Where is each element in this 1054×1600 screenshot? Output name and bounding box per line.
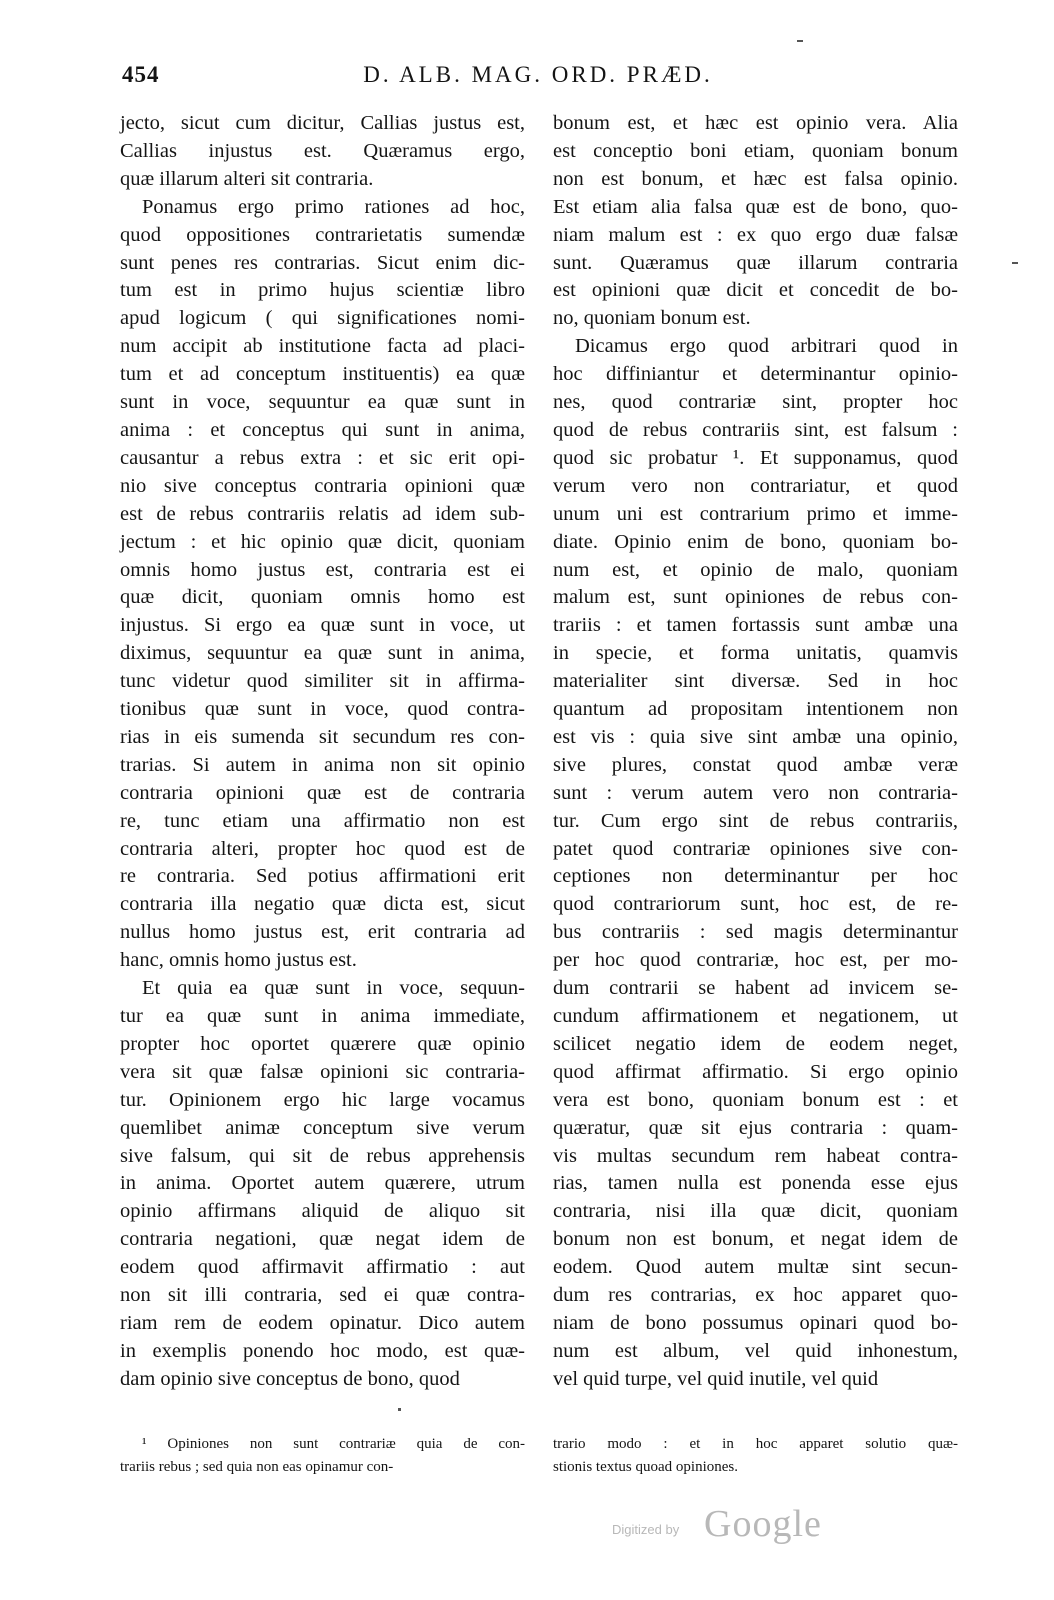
text-line: num accipit ab institutione facta ad placi- — [120, 335, 525, 358]
text-line: niam de bono possumus opinari quod bo- — [553, 1311, 958, 1334]
text-line: quod sic probatur ¹. Et supponamus, quod — [553, 446, 958, 469]
text-line: cundum affirmationem et negationem, ut — [553, 1005, 958, 1027]
page-header — [120, 62, 956, 96]
text-line: sunt : verum autem vero non contraria- — [553, 781, 958, 804]
text-line: tum et ad conceptum instituentis) ea quæ — [120, 363, 525, 386]
text-line: in specie, et forma unitatis, quamvis — [553, 642, 958, 665]
text-line: sive falsum, qui sit de rebus apprehensis — [120, 1144, 525, 1167]
text-line: materialiter sint diversæ. Sed in hoc — [553, 670, 958, 693]
text-line: tionibus quæ sunt in voce, quod contra- — [120, 698, 525, 721]
footnote-line: ¹ Opiniones non sunt contrariæ quia de con- — [142, 1436, 525, 1452]
text-line: quemlibet animæ conceptum sive verum — [120, 1116, 525, 1139]
digitized-watermark — [612, 1502, 852, 1548]
text-line: in anima. Oportet autem quærere, utrum — [120, 1172, 525, 1195]
page-number: 454 — [122, 62, 160, 87]
text-line: scilicet negatio idem de eodem neget, — [553, 1032, 958, 1055]
text-line: contraria opinioni quæ est de contraria — [120, 781, 525, 804]
text-line: diate. Opinio enim de bono, quoniam bo- — [553, 530, 958, 553]
text-line: tur. Opinionem ergo hic large vocamus — [120, 1088, 525, 1111]
google-logo: Google — [704, 1503, 822, 1545]
text-line: quantum ad propositam intentionem non — [553, 698, 958, 721]
text-line: riam rem de eodem opinatur. Dico autem — [120, 1311, 525, 1334]
text-line: per hoc quod contrariæ, hoc est, per mo- — [553, 949, 958, 972]
text-line: tur. Cum ergo sint de rebus contrariis, — [553, 809, 958, 832]
text-line: est de rebus contrariis relatis ad idem sub- — [120, 502, 525, 525]
running-title: D. ALB. MAG. ORD. PRÆD. — [363, 62, 713, 87]
text-line: no, quoniam bonum est. — [553, 307, 751, 330]
footnote-right — [553, 1433, 958, 1479]
text-line: num est album, vel quid inhonestum, — [553, 1339, 958, 1362]
text-line: injustus. Si ergo ea quæ sunt in voce, ut — [120, 614, 525, 637]
text-line: patet quod contrariæ opiniones sive con- — [553, 837, 958, 860]
text-line: dam opinio sive conceptus de bono, quod — [120, 1367, 460, 1390]
watermark-prefix: Digitized by — [612, 1522, 680, 1537]
text-line: Et quia ea quæ sunt in voce, sequun- — [142, 977, 525, 1000]
paragraph — [553, 110, 958, 333]
text-line: Dicamus ergo quod arbitrari quod in — [575, 335, 958, 358]
paragraph — [553, 333, 958, 1393]
text-line: hoc diffiniantur et determinantur opinio- — [553, 363, 958, 386]
text-line: sunt penes res contrarias. Sicut enim dic- — [120, 251, 525, 274]
text-line: nio sive conceptus contraria opinioni quæ — [120, 474, 525, 497]
text-line: diximus, sequuntur ea quæ sunt in anima, — [120, 642, 525, 665]
footnote-line: trariis rebus ; sed quia non eas opinamur con- — [120, 1459, 394, 1475]
text-line: vel quid turpe, vel quid inutile, vel quid — [553, 1367, 879, 1390]
text-line: contraria, nisi illa quæ dicit, quoniam — [553, 1200, 958, 1223]
text-line: dum res contrarias, ex hoc apparet quo- — [553, 1284, 958, 1307]
text-line: re contraria. Sed potius affirmationi erit — [120, 865, 525, 888]
text-line: est opinioni quæ dicit et concedit de bo- — [553, 279, 958, 302]
text-line: rias, tamen nulla est ponenda esse ejus — [553, 1172, 958, 1195]
text-line: trarias. Si autem in anima non sit opinio — [120, 753, 525, 776]
text-line: non est bonum, et hæc est falsa opinio. — [553, 167, 958, 190]
paragraph — [120, 975, 525, 1394]
text-line: sunt in voce, sequuntur ea quæ sunt in — [120, 391, 525, 414]
text-line: num est, et opinio de malo, quoniam — [553, 558, 958, 581]
text-line: verum vero non contrariatur, et quod — [553, 474, 958, 497]
text-line: quæratur, quæ sit ejus contraria : quam- — [553, 1116, 958, 1139]
text-line: bonum est, et hæc est opinio vera. Alia — [553, 112, 958, 134]
text-line: non sit illi contraria, sed ei quæ contra- — [120, 1284, 525, 1307]
paragraph — [120, 194, 525, 975]
text-line: omnis homo justus est, contraria est ei — [120, 558, 525, 581]
text-line: malum est, sunt opiniones de rebus con- — [553, 586, 958, 609]
text-line: quæ dicit, quoniam omnis homo est — [120, 586, 525, 609]
text-line: quod de rebus contrariis sint, est falsum : — [553, 418, 958, 441]
paragraph — [120, 110, 525, 194]
footnote-left — [120, 1433, 525, 1479]
text-line: quod affirmat affirmatio. Si ergo opinio — [553, 1060, 958, 1083]
scan-speck — [797, 40, 803, 42]
text-line: re, tunc etiam una affirmatio non est — [120, 809, 525, 832]
text-line: est conceptio boni etiam, quoniam bonum — [553, 139, 958, 162]
text-line: contraria negationi, quæ negat idem de — [120, 1228, 525, 1251]
text-line: Ponamus ergo primo rationes ad hoc, — [142, 195, 525, 218]
text-line: eodem. Quod autem multæ sint secun- — [553, 1256, 958, 1279]
text-line: tunc videtur quod similiter sit in affirma- — [120, 670, 525, 693]
text-line: nullus homo justus est, erit contraria ad — [120, 921, 525, 944]
text-line: Est etiam alia falsa quæ est de bono, quo- — [553, 195, 958, 218]
text-line: quæ illarum alteri sit contraria. — [120, 167, 374, 190]
text-line: propter hoc oportet quærere quæ opinio — [120, 1032, 525, 1055]
scan-speck — [398, 1408, 401, 1411]
text-line: vera est bono, quoniam bonum est : et — [553, 1088, 958, 1111]
text-line: sunt. Quæramus quæ illarum contraria — [553, 251, 958, 274]
text-line: vis multas secundum rem habeat contra- — [553, 1144, 958, 1167]
text-line: in exemplis ponendo hoc modo, est quæ- — [120, 1339, 525, 1362]
text-line: Callias injustus est. Quæramus ergo, — [120, 139, 525, 162]
text-line: eodem quod affirmavit affirmatio : aut — [120, 1256, 525, 1279]
text-line: ceptiones non determinantur per hoc — [553, 865, 958, 888]
text-line: anima : et conceptus qui sunt in anima, — [120, 418, 525, 441]
text-line: unum uni est contrarium primo et imme- — [553, 502, 958, 525]
text-line: vera sit quæ falsæ opinioni sic contraria- — [120, 1060, 525, 1083]
text-line: est vis : quia sive sint ambæ una opinio, — [553, 725, 958, 748]
text-line: sive plures, constat quod ambæ veræ — [553, 753, 958, 776]
text-line: niam malum est : ex quo ergo duæ falsæ — [553, 223, 958, 246]
text-line: jectum : et hic opinio quæ dicit, quoniam — [120, 530, 525, 553]
text-line: trariis : et tamen fortassis sunt ambæ una — [553, 614, 958, 637]
text-line: quod oppositiones contrarietatis sumendæ — [120, 223, 525, 246]
left-column — [120, 110, 525, 1394]
scan-speck — [1012, 262, 1018, 264]
text-line: tum est in primo hujus scientiæ libro — [120, 279, 525, 302]
text-line: quod contrariorum sunt, hoc est, de re- — [553, 893, 958, 916]
text-line: rias in eis sumenda sit secundum res con- — [120, 725, 525, 748]
text-line: contraria alteri, propter hoc quod est de — [120, 837, 525, 860]
text-line: contraria illa negatio quæ dicta est, sicut — [120, 893, 525, 916]
right-column — [553, 110, 958, 1394]
text-line: bonum non est bonum, et negat idem de — [553, 1228, 958, 1251]
text-line: bus contrariis : sed magis determinantur — [553, 921, 958, 944]
text-line: dum contrarii se habent ad invicem se- — [553, 977, 958, 1000]
text-line: jecto, sicut cum dicitur, Callias justus est, — [120, 112, 525, 134]
footnote-line: stionis textus quoad opiniones. — [553, 1459, 738, 1475]
text-line: tur ea quæ sunt in anima immediate, — [120, 1005, 525, 1027]
text-line: hanc, omnis homo justus est. — [120, 949, 357, 972]
text-line: nes, quod contrariæ sint, propter hoc — [553, 391, 958, 414]
text-line: causantur a rebus extra : et sic erit opi- — [120, 446, 525, 469]
text-line: apud logicum ( qui significationes nomi- — [120, 307, 525, 330]
text-line: opinio affirmans aliquid de aliquo sit — [120, 1200, 525, 1223]
footnote-line: trario modo : et in hoc apparet solutio quæ- — [553, 1436, 958, 1452]
